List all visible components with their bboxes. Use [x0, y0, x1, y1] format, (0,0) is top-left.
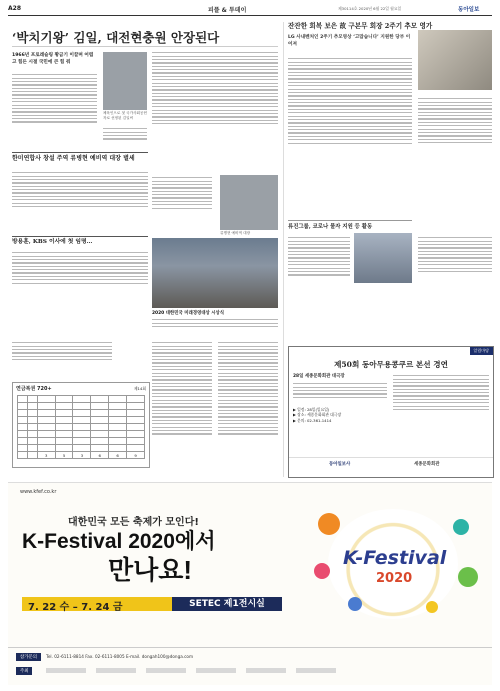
article2-body	[12, 170, 148, 209]
photo-news-image	[152, 238, 278, 308]
main-body-col1	[12, 72, 97, 125]
notice-detail: ▶ 일정: 28일(일요일)	[293, 407, 330, 412]
lotto-digit: 5	[55, 452, 73, 459]
poster-year: 2020	[376, 571, 413, 586]
divider	[12, 236, 148, 237]
organizer-logos	[46, 667, 486, 675]
photo-news-caption-body	[152, 317, 278, 329]
notice-detail: ▶ 문의: 02-361-1414	[293, 417, 332, 423]
ad-venue: SETEC 제1전시실	[172, 597, 282, 611]
ad-tagline: 대한민국 모든 축제가 모인다!	[68, 517, 199, 528]
photo-news-caption-title: 2020 대한민국 미래경영대상 시상식	[152, 311, 224, 316]
poster-circle	[458, 567, 478, 587]
notice-details	[293, 407, 387, 423]
sponsor-sejong: 세종문화회관	[414, 462, 440, 467]
main-headline: ‘박치기왕’ 김일, 대전현충원 안장된다	[12, 30, 220, 45]
page-header	[8, 4, 492, 14]
page-number: A28	[8, 5, 21, 12]
paper-name: 동아일보	[458, 7, 480, 13]
ad-headline-line1: K-Festival 2020에서	[22, 530, 216, 553]
lotto-round: 제14회	[133, 386, 146, 391]
poster-title: K-Festival	[343, 547, 447, 569]
divider	[12, 46, 278, 47]
logo	[96, 668, 136, 673]
divider	[8, 647, 492, 648]
sponsor-donga: 동아일보사	[329, 462, 351, 467]
notice-body-col2	[393, 373, 489, 412]
ad-poster	[308, 501, 488, 631]
right-mid-photo	[354, 233, 412, 283]
right-top-body	[288, 56, 412, 146]
column-body	[152, 340, 212, 437]
column-divider	[283, 22, 284, 477]
ad-headline-line2: 만나요!	[108, 555, 193, 585]
main-lead: 1966년 프로레슬링 황금기 이끌며 어렵고 힘든 시절 국민에 큰 힘 줘	[12, 53, 94, 65]
main-photo	[103, 52, 147, 110]
article2-headline: 한미연합사 창설 주역 류병현 예비역 대장 별세	[12, 155, 135, 162]
ad-dates: 7. 22 수 – 7. 24 금	[28, 602, 123, 613]
notice-box	[288, 346, 494, 478]
logo	[146, 668, 186, 673]
section-title: 피플 & 투데이	[208, 7, 247, 14]
right-mid-headline: 류진그룹, 코로나 물자 지원 등 활동	[288, 224, 373, 230]
notice-badge: 알림마당	[470, 347, 493, 355]
lotto-digit: 6	[91, 452, 109, 459]
poster-circle	[314, 563, 330, 579]
right-top-subhead: LG 사내벤처인 2주기 추모영상 ‘고맙습니다’ 지원한 당부 이어져	[288, 35, 411, 47]
poster-circle	[318, 513, 340, 535]
right-top-body-col2	[418, 96, 492, 145]
ad-url[interactable]: www.kfef.co.kr	[20, 489, 57, 495]
ad-banner	[8, 482, 492, 685]
divider	[12, 152, 148, 153]
lotto-box	[12, 382, 150, 468]
lotto-digit: 9	[127, 452, 145, 459]
right-top-photo	[418, 30, 492, 90]
poster-circle	[453, 519, 469, 535]
lotto-digit: 3	[37, 452, 55, 459]
column-body	[218, 340, 278, 437]
right-top-headline: 잔잔한 회복 보은 故 구본무 회장 2주기 추모 영가	[288, 22, 433, 30]
notice-detail: ▶ 장소: 세종문화회관 대극장	[293, 412, 342, 418]
article2-photo-caption: 류병현 예비역 대장	[220, 231, 251, 235]
lotto-digit: 6	[109, 452, 127, 459]
main-photo-caption: 체육인으로 첫 국가사회공헌자로 선정된 김일씨	[103, 111, 147, 121]
header-rule	[8, 15, 492, 16]
divider	[288, 220, 412, 221]
lotto-table	[17, 395, 145, 459]
logo	[46, 668, 86, 673]
people-notes	[12, 340, 112, 362]
article2-body-col2	[152, 175, 212, 211]
notice-body	[293, 381, 387, 400]
issue-date: 제30114호 2020년 6월 22일 월요일	[338, 6, 402, 11]
notice-headline: 제50회 동아무용콩쿠르 본선 경연	[334, 360, 448, 369]
right-mid-body	[288, 235, 350, 278]
lotto-title: 연금복권 720+	[16, 386, 52, 392]
organizer-badge: 주최	[16, 667, 32, 675]
main-body-col2	[103, 126, 147, 142]
right-mid-body-col2	[418, 235, 492, 274]
poster-circle	[426, 601, 438, 613]
main-body-col3	[152, 50, 278, 126]
contact-badge: 참가문의	[16, 653, 41, 661]
lotto-digit: 3	[73, 452, 91, 459]
poster-circle	[348, 597, 362, 611]
contact-info: Tel. 02-6111-8814 Fax. 02-6111-8005 E-mail. dongah100@donga.com	[46, 654, 194, 659]
logo	[296, 668, 336, 673]
logo	[196, 668, 236, 673]
article3-headline: 방용훈, KBS 이사에 첫 임명…	[12, 239, 93, 245]
article3-body	[12, 250, 148, 286]
divider	[289, 457, 493, 458]
article2-photo	[220, 175, 278, 230]
logo	[246, 668, 286, 673]
notice-subtitle: 28일 세종문화회관 대극장	[293, 374, 345, 379]
ad-date-strip	[22, 597, 282, 611]
